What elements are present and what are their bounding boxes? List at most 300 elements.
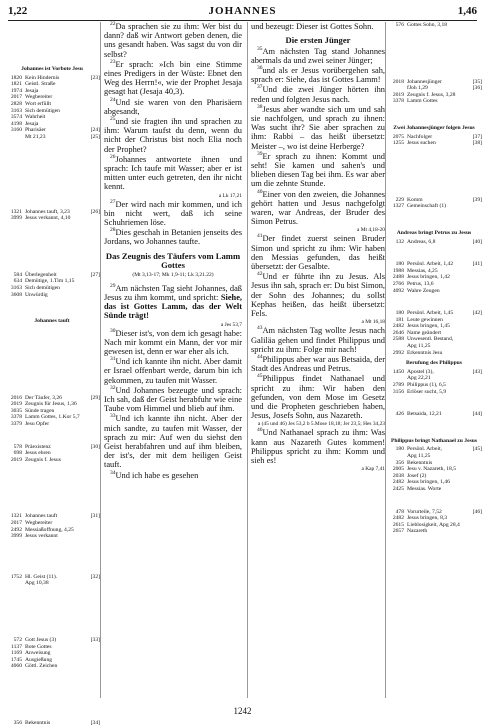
reference-entry	[386, 98, 482, 105]
reference-entry-text	[386, 268, 438, 275]
reference-entry	[386, 92, 482, 99]
reference-entry	[386, 140, 482, 147]
reference-topic: Jesaja	[25, 120, 39, 127]
reference-entry-text	[4, 637, 56, 644]
reference-topic: Johannes tauft	[25, 513, 58, 520]
reference-entry	[4, 101, 100, 108]
reference-topic: Lamm Gottes	[407, 98, 438, 105]
reference-entry	[4, 278, 100, 285]
reference-entry-text	[386, 479, 450, 486]
reference-entry-text	[386, 466, 456, 473]
reference-entry-text	[386, 473, 426, 480]
reference-number: 3378	[392, 98, 404, 105]
reference-number: 478	[395, 508, 404, 515]
reference-topic: Pharisäer	[25, 127, 46, 134]
reference-entry	[386, 453, 482, 460]
reference-entry	[386, 239, 482, 246]
verse-marker: [43]	[472, 368, 482, 375]
reference-number: 180	[395, 310, 404, 317]
verse-marker: [45]	[472, 446, 482, 453]
reference-topic: Name geändert	[407, 329, 442, 336]
reference-entry	[386, 22, 482, 29]
verse-marker: [37]	[472, 133, 482, 140]
reference-entry	[4, 81, 100, 88]
reference-number: 2766	[392, 280, 404, 287]
reference-entry-text	[4, 81, 55, 88]
verse-31: $^{31}$Und ich kannte ihn nicht. Aber damit er Israel offenbart werde, darum bin ich gekommen, zu taufen mit Wasser.	[104, 356, 242, 385]
reference-entry	[386, 389, 482, 396]
reference-entry	[386, 473, 482, 480]
reference-topic: Jesus verkannt, 4,10	[25, 215, 71, 222]
reference-topic: Gott Jesus (3)	[25, 637, 57, 643]
section-heading: Das Zeugnis des Täufers vom Lamm Gottes	[105, 250, 241, 271]
reference-entry-text	[386, 330, 441, 337]
reference-group	[386, 134, 482, 147]
reference-number: 3608	[10, 291, 22, 298]
reference-topic: Messiaßoffnung, 4,25	[25, 526, 74, 533]
reference-entry-text	[386, 446, 442, 453]
reference-entry-text	[386, 310, 453, 317]
reference-entry-text	[386, 98, 438, 105]
reference-entry	[386, 281, 482, 288]
verse-marker: [46]	[472, 508, 482, 515]
reference-entry-text	[4, 101, 51, 108]
reference-entry-text	[4, 408, 54, 415]
reference-entry-text	[386, 323, 450, 330]
verse-29: $^{29}$Am nächsten Tag sieht Johannes, daß Jesus zu ihm kommt, und spricht: Siehe, das ist Gottes Lamm, das der Welt Sünde trägt!	[104, 282, 242, 321]
reference-topic: Komm	[407, 196, 423, 203]
reference-entry	[4, 580, 100, 587]
reference-topic: Hl. Geist (11).	[25, 573, 58, 580]
reference-entry	[4, 134, 100, 141]
header-book-title: JOHANNES	[208, 5, 277, 17]
reference-entry-text	[386, 382, 446, 389]
reference-topic: Göttl. Zeichen	[25, 663, 58, 670]
verse-marker: [36]	[472, 85, 482, 92]
reference-entry	[386, 382, 482, 389]
reference-entry	[386, 479, 482, 486]
reference-topic: Zeugnis f. Jesus	[25, 456, 61, 463]
reference-topic: Bekenntnis	[407, 459, 433, 466]
reference-number: 2075	[392, 133, 404, 140]
reference-entry-text	[4, 450, 51, 457]
reference-entry	[4, 533, 100, 540]
reference-group	[386, 79, 482, 105]
reference-entry	[4, 574, 100, 581]
verse-42: $^{42}$Und er führte ihn zu Jesus. Als Jesus ihn sah, sprach er: Du bist Simon, der Sohn des Johannes; du sollst Kephas heißen, das heißt übersetzt: Fels.	[251, 271, 385, 319]
reference-topic: Apg 22,21	[407, 375, 431, 382]
reference-topic: Lieblosigkeit, Apg 28,4	[407, 521, 460, 528]
verse-marker: [24]	[90, 127, 100, 134]
reference-topic: Josef (2)	[407, 472, 427, 479]
right-margin-references	[385, 22, 482, 698]
reference-number: 2017	[10, 520, 22, 527]
reference-number: 3156	[392, 388, 404, 395]
reference-entry-text	[386, 85, 428, 92]
reference-topic: Jesus bringen, 1,45	[407, 323, 450, 330]
reference-number: 1974	[10, 87, 22, 94]
reference-group	[4, 75, 100, 141]
verse-marker: [31]	[90, 513, 100, 520]
reference-entry-text	[4, 134, 46, 141]
reference-entry-text	[386, 134, 432, 141]
reference-number: 180	[395, 261, 404, 268]
reference-entry-text	[386, 453, 430, 460]
reference-entry	[386, 350, 482, 357]
header-right-ref: 1,46	[457, 5, 477, 17]
verse-38: $^{38}$Jesus aber wandte sich um und sah sie nachfolgen, und sprach zu ihnen: Was sucht ihr? Sie aber sprachen zu ihm: Rabbi – das heißt übersetzt: Meister –, wo ist deine Herberge?	[251, 104, 385, 151]
verse-marker: [33]	[90, 637, 100, 643]
margin-heading: Johannes ist Vorbote Jesu	[21, 66, 83, 72]
reference-entry	[4, 644, 100, 651]
reference-entry	[386, 79, 482, 86]
verse-marker: [38]	[472, 140, 482, 147]
reference-entry	[386, 274, 482, 281]
verse-22: $^{22}$Da sprachen sie zu ihm: Wer bist du dann? daß wir Antwort geben denen, die uns gesandt haben. Was sagst du von dir selbst?	[104, 21, 242, 59]
reference-number: 2488	[392, 274, 404, 281]
reference-number: 3574	[10, 114, 22, 121]
reference-topic: Jesus bringen, 1,42	[407, 274, 450, 281]
reference-entry	[386, 446, 482, 453]
reference-topic: Mt 21,23	[25, 133, 46, 140]
reference-entry	[386, 522, 482, 529]
reference-entry	[4, 444, 100, 451]
reference-number: 180	[395, 446, 404, 453]
reference-topic: Leute gewinnen	[407, 316, 443, 323]
reference-number: 2017	[10, 94, 22, 101]
reference-number: 2482	[392, 515, 404, 522]
verse-marker: [32]	[90, 573, 100, 580]
reference-number: 426	[395, 411, 404, 418]
reference-number: 2646	[392, 329, 404, 336]
reference-entry-text	[386, 389, 446, 396]
reference-number: 181	[395, 316, 404, 323]
reference-entry-text	[4, 533, 58, 540]
reference-topic: Johannesjünger	[407, 78, 442, 85]
page-number: 1242	[233, 706, 252, 716]
margin-heading: Philippus bringt Nathanael zu Jesus	[390, 437, 478, 444]
verse-marker: [34]	[90, 719, 100, 726]
reference-topic: Unwürdig	[25, 291, 48, 298]
reference-topic: Sich demütigen	[25, 107, 60, 114]
reference-number: 2482	[392, 479, 404, 486]
reference-number: 3378	[10, 414, 22, 421]
reference-entry	[4, 637, 100, 644]
reference-entry-text	[386, 460, 432, 467]
reference-topic: Bekenntnis	[25, 719, 51, 726]
reference-entry	[386, 85, 482, 92]
reference-entry-text	[4, 88, 38, 95]
reference-number: 1450	[392, 368, 404, 375]
reference-entry	[386, 323, 482, 330]
reference-number: 1137	[11, 643, 22, 650]
reference-entry-text	[386, 528, 427, 535]
reference-entry-text	[386, 486, 441, 493]
verse-34: $^{34}$Und ich habe es gesehen	[110, 469, 199, 480]
reference-entry	[4, 457, 100, 464]
section-parallel-refs: (Mt 3,13-17; Mk 1,9-11; Lk 3,21.22)	[132, 272, 214, 279]
reference-topic: Zeugnis f. Jesus, 3,28	[407, 91, 456, 98]
reference-topic: Bote Gottes	[25, 643, 52, 650]
reference-entry-text	[4, 108, 60, 115]
verse-33: $^{33}$Und ich kannte ihn nicht. Aber der mich sandte, zu taufen mit Wasser, der sprach zu mir: Auf wen du siehst den Geist herabfahren und auf ihm bleiben, der ist's, der mit dem heiligen Geist tauft.	[104, 413, 242, 470]
verse-marker: [29]	[90, 394, 100, 401]
reference-entry	[4, 127, 100, 134]
reference-group	[386, 446, 482, 492]
reference-number: 2018	[392, 78, 404, 85]
reference-entry	[4, 114, 100, 121]
verse-marker: [30]	[90, 443, 100, 450]
margin-heading: Zwei Johannesjünger folgen Jesus	[393, 124, 475, 131]
reference-topic: Jesus bringen, 1,46	[407, 479, 450, 486]
reference-topic: Persönl. Arbeit,	[407, 446, 442, 453]
reference-group	[4, 395, 100, 428]
reference-topic: Unwesentl. Bestand,	[407, 336, 454, 343]
reference-topic: Ausgießung	[25, 656, 53, 663]
margin-heading: Andreas bringt Petrus zu Jesus	[396, 229, 472, 236]
reference-entry-text	[386, 281, 434, 288]
footnote: a Lk 17,21	[218, 192, 242, 199]
verse-marker: [27]	[90, 271, 100, 278]
reference-number: 2016	[10, 394, 22, 401]
reference-group	[4, 574, 100, 587]
reference-topic: Wegbereiter	[25, 94, 53, 101]
reference-number: 2492	[10, 526, 22, 533]
left-margin-references	[4, 22, 101, 726]
reference-topic: Vorurteile, 7,52	[407, 508, 442, 515]
reference-topic: Präexistenz	[25, 443, 51, 450]
reference-number: 1752	[10, 573, 22, 580]
verse-24: $^{24}$Und sie waren von den Pharisäern abgesandt,	[104, 96, 242, 116]
reference-entry-text	[386, 509, 442, 516]
reference-topic: Jesu v. Nazareth, 18,5	[407, 466, 457, 473]
reference-number: 584	[13, 271, 22, 278]
reference-entry	[386, 268, 482, 275]
reference-topic: Apg 11,25	[407, 453, 431, 459]
reference-entry	[386, 288, 482, 295]
reference-number: 1255	[392, 140, 404, 147]
reference-entry-text	[4, 513, 57, 520]
reference-number: 3163	[10, 107, 22, 114]
reference-topic: Messias, 4,25	[407, 267, 438, 274]
reference-entry	[4, 663, 100, 670]
reference-group	[4, 637, 100, 670]
reference-number: 572	[13, 637, 22, 643]
reference-topic: Jesus bringen, 8,3	[407, 515, 448, 522]
reference-entry-text	[4, 127, 46, 134]
reference-number: 4060	[10, 663, 22, 670]
reference-entry	[386, 528, 482, 535]
reference-entry-text	[4, 574, 57, 581]
reference-number: 1988	[392, 267, 404, 274]
verse-marker: [40]	[472, 238, 482, 245]
reference-topic: Zeugnis für Jesus, 1,36	[25, 401, 77, 408]
reference-group	[386, 411, 482, 418]
reference-topic: Apg 11,25	[407, 343, 431, 350]
reference-number: 2588	[392, 336, 404, 343]
margin-heading: Berufung des Philippus	[406, 360, 462, 367]
reference-entry	[4, 292, 100, 299]
reference-topic: Petrus, 13,6	[407, 280, 434, 287]
reference-entry	[4, 88, 100, 95]
reference-entry-text	[386, 288, 440, 295]
reference-entry-text	[4, 650, 50, 657]
reference-entry	[4, 527, 100, 534]
verse-28: $^{28}$Dies geschah in Betanien jenseits des Jordans, wo Johannes taufte.	[104, 227, 242, 247]
reference-entry-text	[4, 644, 52, 651]
reference-entry-text	[386, 317, 443, 324]
reference-number: 2615	[392, 521, 404, 528]
reference-topic: Gemeinschaft (1)	[407, 203, 446, 210]
reference-topic: Wahre Zeugen	[407, 287, 440, 294]
reference-topic: Messias. Worte	[407, 485, 442, 492]
reference-topic: Der Täufer, 3,26	[25, 394, 62, 401]
reference-topic: Betsaida, 12,21	[407, 411, 442, 418]
reference-topic: Erlöser sucht, 5,9	[407, 388, 447, 395]
reference-entry-text	[386, 92, 455, 99]
reference-number: 2005	[392, 466, 404, 473]
reference-entry-text	[386, 261, 453, 268]
reference-entry	[4, 94, 100, 101]
reference-topic: Demütige, 1.Tim 1,15	[25, 278, 75, 285]
reference-entry-text	[4, 285, 60, 292]
reference-entry	[386, 369, 482, 376]
reference-entry	[4, 720, 100, 727]
reference-group	[386, 197, 482, 210]
verse-marker: [39]	[472, 196, 482, 203]
reference-entry	[386, 509, 482, 516]
reference-number: 2425	[392, 485, 404, 492]
reference-number: 3163	[10, 284, 22, 291]
reference-topic: Geistl. Straße	[25, 81, 56, 88]
reference-entry-text	[4, 292, 48, 299]
reference-entry	[4, 657, 100, 664]
reference-topic: Anweisung	[25, 650, 51, 657]
reference-entry	[4, 513, 100, 520]
reference-entry-text	[4, 114, 45, 121]
reference-entry-text	[4, 421, 49, 428]
verse-marker: [35]	[472, 78, 482, 85]
verse-41: $^{41}$Der findet zuerst seinen Bruder Simon und spricht zu ihm: Wir haben den Messias gefunden, das heißt übersetzt: der Gesalbte.	[251, 233, 385, 272]
reference-entry-text	[386, 239, 435, 246]
reference-entry	[4, 520, 100, 527]
reference-entry	[386, 515, 482, 522]
reference-entry-text	[4, 527, 74, 534]
verse-23: $^{23}$Er sprach: »Ich bin eine Stimme eines Predigers in der Wüste: Ebnet den Weg des Herrn!«, wie der Prophet Jesaja gesagt hat (Jesaja 40,3).	[104, 59, 242, 97]
reference-entry-text	[386, 411, 442, 418]
verse-marker: [44]	[472, 411, 482, 418]
reference-number: 3379	[10, 421, 22, 428]
reference-number: 576	[395, 22, 404, 28]
reference-entry-text	[4, 94, 52, 101]
verse-35: $^{35}$Am nächsten Tag stand Johannes abermals da und zwei seiner Jünger;	[251, 45, 385, 65]
reference-topic: Wahrheit	[25, 114, 46, 121]
bible-text-column-right	[247, 22, 385, 698]
reference-number: 634	[13, 278, 22, 285]
reference-number: 2019	[10, 401, 22, 408]
reference-entry	[386, 261, 482, 268]
verse-marker: [23]	[90, 74, 100, 81]
reference-number: 2657	[392, 528, 404, 535]
verse-34-cont: und bezeugt: Dieser ist Gottes Sohn.	[251, 22, 374, 31]
reference-number: 2019	[392, 91, 404, 98]
verse-40: $^{40}$Einer von den zweien, die Johannes gehört hatten und Jesus nachgefolgt waren, war Andreas, der Bruder des Simon Petrus.	[251, 188, 385, 227]
reference-topic: Sünde tragen	[25, 407, 55, 414]
reference-entry	[386, 310, 482, 317]
reference-number: 132	[395, 238, 404, 245]
verse-25: $^{25}$und sie fragten ihn und sprachen zu ihm: Warum taufst du denn, wenn du nicht der Christus bist noch Elia noch der Prophet?	[104, 116, 242, 154]
reference-entry	[386, 466, 482, 473]
reference-number: 356	[395, 459, 404, 466]
reference-entry	[4, 401, 100, 408]
reference-entry	[386, 203, 482, 210]
reference-number: 3999	[10, 215, 22, 222]
reference-group	[4, 513, 100, 539]
reference-topic: Wegbereiter	[25, 520, 53, 527]
verse-32: $^{32}$Und Johannes bezeugte und sprach: Ich sah, daß der Geist herabfuhr wie eine Taube vom Himmel und blieb auf ihm.	[104, 384, 242, 414]
reference-topic: Apostel (3),	[407, 368, 434, 375]
reference-entry	[4, 108, 100, 115]
reference-entry	[4, 408, 100, 415]
reference-entry-text	[4, 121, 38, 128]
reference-entry-text	[4, 444, 51, 451]
reference-group	[386, 310, 482, 356]
reference-entry-text	[386, 203, 446, 210]
reference-group	[4, 272, 100, 298]
reference-number: 1327	[392, 203, 404, 210]
reference-topic: Johannes tauft, 3,23	[25, 208, 70, 215]
reference-topic: Erkenntnis Jesu	[407, 349, 443, 356]
reference-topic: Überlegenheit	[25, 271, 57, 278]
reference-topic: Persönl. Arbeit, 1,45	[407, 310, 454, 317]
reference-entry-text	[4, 272, 57, 279]
reference-entry-text	[386, 369, 434, 376]
reference-topic: Jesus suchen	[407, 140, 436, 147]
reference-topic: Sich demütigen	[25, 284, 60, 291]
reference-topic: Wort erfüllt	[25, 100, 52, 107]
reference-number: 1321	[10, 513, 22, 520]
reference-number: 1820	[10, 74, 22, 81]
reference-entry	[4, 421, 100, 428]
reference-number: 3999	[10, 533, 22, 540]
reference-number: 1321	[10, 208, 22, 215]
reference-entry	[386, 343, 482, 350]
reference-topic: Kein Hindernis	[25, 74, 60, 81]
reference-number: 1821	[10, 81, 22, 88]
reference-entry-text	[4, 457, 61, 464]
section-heading: Die ersten Jünger	[285, 35, 351, 46]
reference-number: 3160	[10, 127, 22, 134]
reference-entry-text	[4, 580, 49, 587]
footnote: a Jes 53,7	[220, 321, 242, 328]
reference-entry	[386, 330, 482, 337]
reference-number: 698	[13, 450, 22, 457]
reference-entry-text	[4, 520, 52, 527]
verse-43: $^{43}$Am nächsten Tag wollte Jesus nach Galiläa gehen und findet Philippus und spricht zu ihm: Folge mir nach!	[251, 325, 385, 354]
reference-entry	[386, 486, 482, 493]
reference-entry-text	[4, 215, 70, 222]
reference-entry	[386, 411, 482, 418]
footnote: a (45 und 46) Jes 53,2 b 5.Mose 18,18; Jer 23,5; Hes 34,23	[257, 421, 385, 428]
reference-number: 2828	[10, 100, 22, 107]
reference-number: 356	[13, 719, 22, 726]
reference-entry-text	[386, 343, 430, 350]
verse-46: $^{46}$Und Nathanael sprach zu ihm: Was kann aus Nazareth Gutes kommen! Philippus spricht zu ihm: Komm und sieh es!	[251, 427, 385, 465]
reference-group	[4, 209, 100, 222]
reference-group	[386, 369, 482, 395]
reference-entry-text	[386, 350, 442, 357]
page-header	[8, 4, 477, 21]
